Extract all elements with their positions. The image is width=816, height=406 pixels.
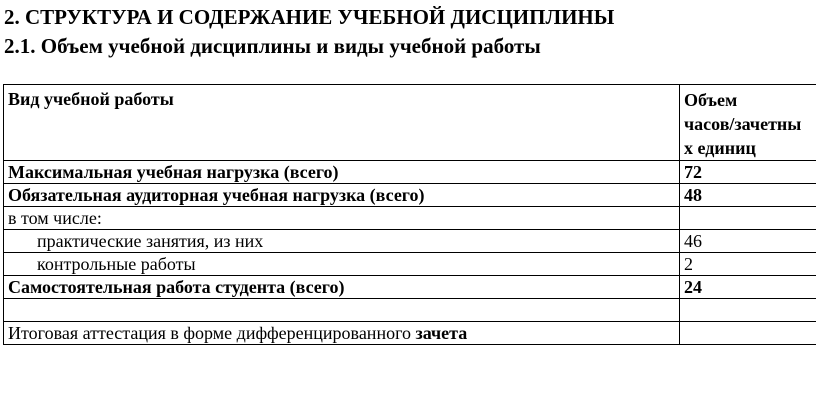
- table-row-empty: [4, 299, 816, 322]
- row-label-bold: зачета: [415, 323, 468, 343]
- table-row: [4, 253, 816, 276]
- row-value: 48: [680, 184, 816, 207]
- table-row: [4, 161, 816, 184]
- row-label: практические занятия, из них: [4, 230, 680, 253]
- row-label-regular: Итоговая аттестация в форме дифференцированного: [8, 323, 416, 343]
- row-value: 72: [680, 161, 816, 184]
- row-label: в том числе:: [4, 207, 680, 230]
- row-label: [4, 299, 680, 322]
- row-value: 2: [680, 253, 816, 276]
- row-label: [4, 322, 680, 345]
- row-value: 46: [680, 230, 816, 253]
- row-value: [680, 322, 816, 345]
- header-work-type: Вид учебной работы: [4, 85, 680, 161]
- row-label: Обязательная аудиторная учебная нагрузка (всего): [4, 184, 680, 207]
- row-label: Максимальная учебная нагрузка (всего): [4, 161, 680, 184]
- row-label: контрольные работы: [4, 253, 680, 276]
- row-value: [680, 207, 816, 230]
- header-hours: [680, 85, 816, 161]
- workload-table: [3, 84, 816, 345]
- header-hours-line3: х единиц: [684, 138, 756, 158]
- row-label: Самостоятельная работа студента (всего): [4, 276, 680, 299]
- table-row: [4, 207, 816, 230]
- row-value: [680, 299, 816, 322]
- header-hours-line2: часов/зачетны: [684, 114, 802, 134]
- section-heading: 2. СТРУКТУРА И СОДЕРЖАНИЕ УЧЕБНОЙ ДИСЦИПЛИНЫ: [4, 5, 615, 29]
- table-row: [4, 184, 816, 207]
- table-row: [4, 230, 816, 253]
- row-value: 24: [680, 276, 816, 299]
- table-row: [4, 322, 816, 345]
- header-hours-line1: Объем: [684, 90, 738, 110]
- subsection-heading: 2.1. Объем учебной дисциплины и виды учебной работы: [4, 34, 541, 58]
- table-header-row: [4, 85, 816, 161]
- table-row: [4, 276, 816, 299]
